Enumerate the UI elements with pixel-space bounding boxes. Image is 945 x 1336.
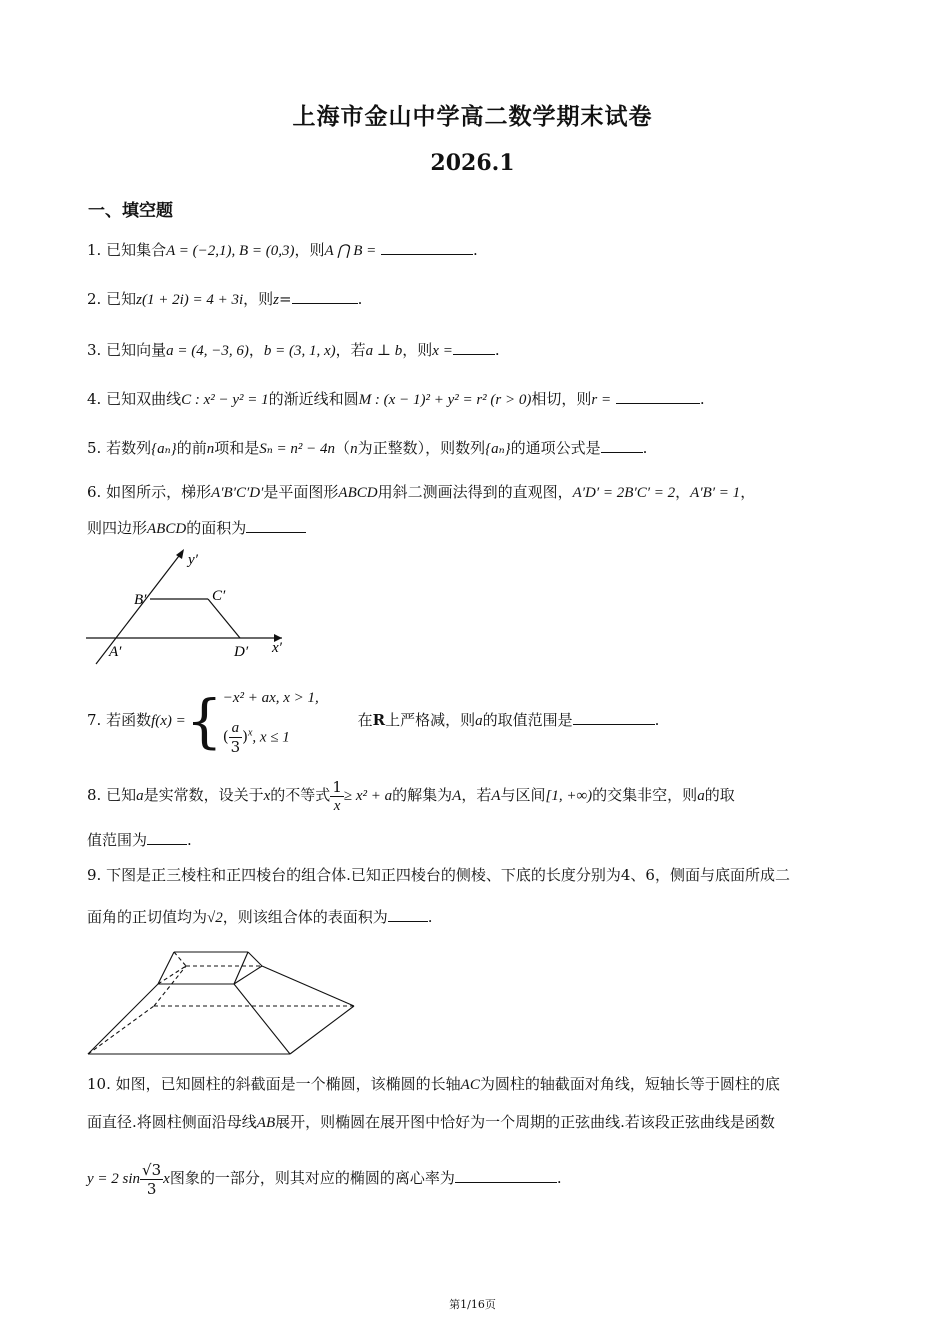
answer-blank[interactable] [381,240,473,255]
answer-blank[interactable] [453,340,495,355]
question-5: 5. 若数列{aₙ}的前n项和是Sₙ = n² − 4n（n为正整数），则数列{aₙ}的通项公式是 . [87,439,648,457]
label-a: A′ [109,644,122,660]
exam-title: 上海市金山中学高二数学期末试卷 [292,103,653,130]
answer-blank[interactable] [388,907,428,922]
answer-blank[interactable] [147,830,187,845]
page-number: 第1/16页 [449,1298,496,1311]
prism-frustum-figure [84,948,360,1060]
answer-blank[interactable] [246,518,306,533]
question-9: 9. 下图是正三棱柱和正四棱台的组合体.已知正四棱台的侧棱、下底的长度分别为4、6，侧面与底面所成二 [87,866,790,884]
trapezoid-figure [84,546,294,668]
label-y: y′ [188,552,198,568]
label-d: D′ [234,644,249,660]
answer-blank[interactable] [601,438,643,453]
answer-blank[interactable] [455,1168,557,1183]
question-7: 7. 若函数f(x) ={ −x² + ax, x > 1, ( $\frac{a}{3}$ )$^x$, x ≤ 1 在R上严格减，则a的取值范围是 . [87,687,660,756]
label-b: B′ [134,592,147,608]
question-10-line2: 面直径.将圆柱侧面沿母线AB展开，则椭圆在展开图中恰好为一个周期的正弦曲线.若该段正弦曲线是函数 [87,1113,775,1131]
label-c: C′ [212,588,226,604]
label-x: x′ [272,640,282,656]
section-heading: 一、填空题 [88,201,173,221]
question-6: 6. 如图所示，梯形A′B′C′D′是平面图形ABCD用斜二测画法得到的直观图，A′D′ = 2B′C′ = 2，A′B′ = 1， [87,483,756,501]
answer-blank[interactable] [573,710,655,725]
question-10-line3: y = 2 sin $\frac{√3}{3}$ x图象的一部分，则其对应的椭圆的离心率为 . [87,1160,562,1198]
question-8-line2: 值范围为 . [87,831,192,849]
answer-blank[interactable] [292,289,358,304]
question-6-line2: 则四边形ABCD的面积为 [87,518,862,539]
exam-date: 2026.1 [430,150,515,176]
question-4: 4. 已知双曲线C : x² − y² = 1的渐近线和圆M : (x − 1)² + y² = r² (r > 0)相切，则r = . [87,390,705,408]
question-2: 2. 已知z(1 + 2i) = 4 + 3i，则z= . [87,290,363,308]
question-9-line2: 面角的正切值均为√2，则该组合体的表面积为 . [87,908,433,926]
answer-blank[interactable] [616,389,700,404]
question-1: 1. 已知集合A = (−2,1), B = (0,3)，则A ⋂ B = . [87,241,478,259]
question-3: 3. 已知向量a = (4, −3, 6)，b = (3, 1, x)，若a ⊥ b，则x = . [87,341,500,359]
edge-cd [208,599,240,638]
question-8: 8. 已知a是实常数，设关于x的不等式 $\frac{1}{x}$ ≥ x² + a的解集为A，若A与区间[1, +∞)的交集非空，则a的取 [87,777,735,814]
question-10: 10. 如图，已知圆柱的斜截面是一个椭圆，该椭圆的长轴AC为圆柱的轴截面对角线，短轴长等于圆柱的底 [87,1075,780,1093]
